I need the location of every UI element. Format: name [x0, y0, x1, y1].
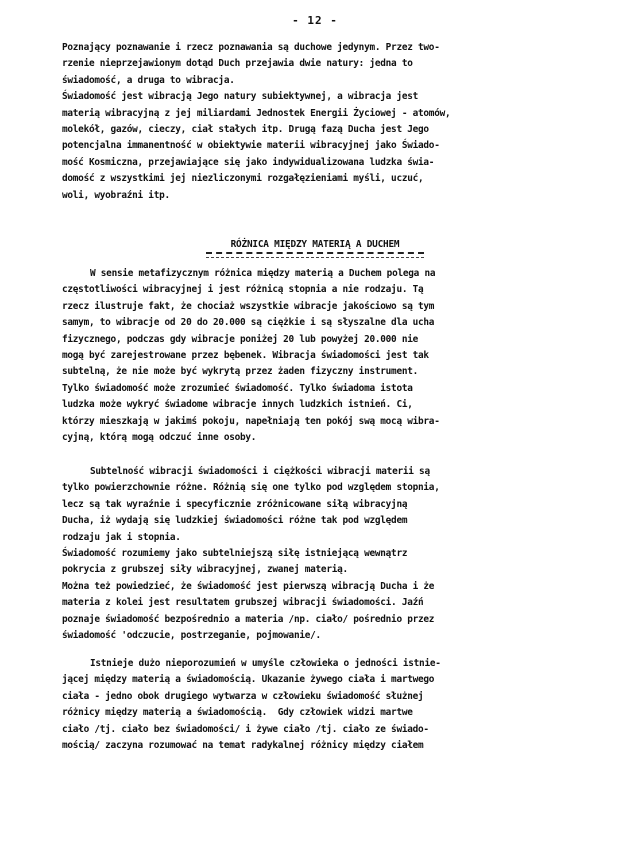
text-line: poznaje świadomość bezpośrednio a materia /np. ciało/ pośrednio przez [62, 613, 435, 625]
text-line: Tylko świadomość może zrozumieć świadomość. Tylko świadoma istota [62, 382, 413, 394]
text-line: ciała - jedno obok drugiego wytwarza w człowieku świadomość służnej [62, 690, 424, 702]
paragraph-3 [62, 656, 562, 754]
page-number: - 12 - [292, 14, 338, 27]
text-line: mość Kosmiczna, przejawiające się jako indywidualizowana ludzka świa- [62, 156, 435, 168]
text-line: ciało /tj. ciało bez świadomości/ i żywe ciało /tj. ciało ze świado- [62, 723, 429, 735]
text-line: fizycznego, podczas gdy wibracje poniżej 20 lub powyżej 20.000 nie [62, 333, 419, 345]
text-line: ludzka może wykryć świadome wibracje innych ludzkich istnień. Ci, [62, 399, 413, 411]
paragraph-1 [62, 266, 562, 446]
text-line: W sensie metafizycznym różnica między materią a Duchem polega na [90, 268, 436, 279]
heading-underline [206, 252, 424, 258]
text-line: lecz są tak wyraźnie i specyficznie zróżnicowane siłą wibracyjną [62, 498, 408, 510]
text-line: domość z wszystkimi jej niezliczonymi rozgałęzieniami myśli, uczuć, [62, 173, 424, 185]
text-line: Subtelność wibracji świadomości i ciężkości wibracji materii są [90, 466, 430, 477]
text-line: częstotliwości wibracyjnej i jest różnicą stopnia a nie rodzaju. Tą [62, 284, 424, 296]
text-line: molekół, gazów, cieczy, ciał stałych itp. Drugą fazą Ducha jest Jego [62, 123, 429, 135]
text-line: Ducha, iż wydają się ludzkiej świadomości różne tak pod względem [62, 515, 408, 527]
paragraph-2 [62, 464, 562, 644]
text-line: pokrycia z grubszej siły wibracyjnej, zwanej materią. [62, 564, 348, 576]
text-line: Można też powiedzieć, że świadomość jest pierwszą wibracją Ducha i że [62, 580, 435, 592]
text-line: Świadomość rozumiemy jako subtelniejszą siłę istniejącą wewnątrz [62, 547, 408, 559]
text-line: potencjalna immanentność w obiektywie materii wibracyjnej jako Świado- [62, 140, 440, 152]
text-line: samym, to wibracje od 20 do 20.000 są ciężkie i są słyszalne dla ucha [62, 317, 435, 329]
text-line: jącej między materią a świadomością. Ukazanie żywego ciała i martwego [62, 674, 435, 686]
text-line: subtelną, że nie może być wykrytą przez żaden fizyczny instrument. [62, 366, 419, 378]
text-line: woli, wyobraźni itp. [62, 189, 170, 201]
section-heading-text: RÓŻNICA MIĘDZY MATERIĄ A DUCHEM [230, 239, 400, 250]
text-line: materią wibracyjną z jej miliardami Jednostek Energii Życiowej - atomów, [62, 107, 451, 119]
text-line: Istnieje dużo nieporozumień w umyśle człowieka o jedności istnie- [90, 658, 441, 669]
text-line: materia z kolei jest resultatem grubszej wibracji świadomości. Jaźń [62, 597, 424, 609]
text-line: tylko powierzchownie różne. Różnią się one tylko pod względem stopnia, [62, 482, 440, 494]
text-line: rzecz ilustruje fakt, że chociaż wszystkie wibracje jakościowo są tym [62, 300, 435, 312]
text-line: świadomość 'odczucie, postrzeganie, pojmowanie/. [62, 629, 321, 641]
text-line: Poznający poznawanie i rzecz poznawania są duchowe jedynym. Przez two- [62, 42, 440, 53]
text-line: mogą być zarejestrowane przez bębenek. Wibracja świadomości jest tak [62, 349, 429, 361]
text-line: Świadomość jest wibracją Jego natury subiektywnej, a wibracja jest [62, 91, 419, 103]
text-line: różnicy między materią a świadomością. Gdy człowiek widzi martwe [62, 707, 413, 719]
intro-paragraph [62, 40, 562, 204]
text-line: cyjną, którą mogą odczuć inne osoby. [62, 431, 257, 443]
text-line: rzenie nieprzejawionym dotąd Duch przejawia dwie natury: jedna to [62, 58, 413, 70]
text-line: mością/ zaczyna rozumować na temat radykalnej różnicy między ciałem [62, 739, 424, 751]
text-line: którzy mieszkają w jakimś pokoju, napełniają ten pokój swą mocą wibra- [62, 415, 440, 427]
section-heading [0, 232, 630, 258]
text-line: świadomość, a druga to wibracja. [62, 74, 235, 86]
text-line: rodzaju jak i stopnia. [62, 531, 181, 543]
